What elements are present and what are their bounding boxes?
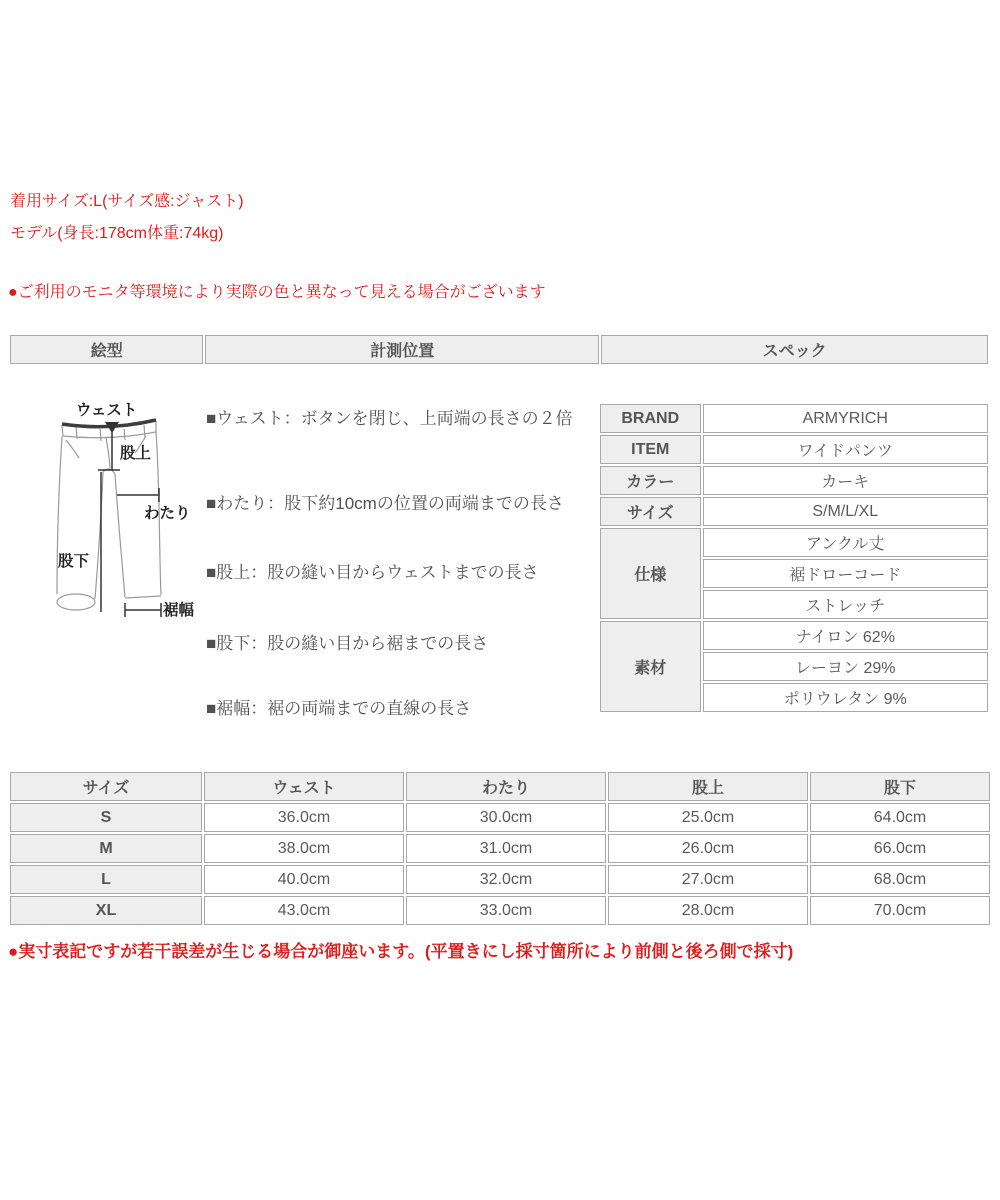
section-header-measure-position: 計測位置 bbox=[205, 335, 599, 364]
size-value-cell: 28.0cm bbox=[608, 896, 808, 925]
diagram-label-rise: 股上 bbox=[120, 445, 152, 462]
spec-row-item bbox=[600, 435, 988, 464]
size-value-cell: 32.0cm bbox=[406, 865, 606, 894]
pants-measurement-diagram bbox=[30, 388, 235, 683]
description-rise: ■股上：股の縫い目からウェストまでの長さ bbox=[206, 563, 539, 582]
diagram-label-waist: ウェスト bbox=[76, 402, 138, 419]
wearing-size-text: 着用サイズ:L(サイズ感:ジャスト) bbox=[10, 193, 244, 210]
size-value-cell: 70.0cm bbox=[810, 896, 990, 925]
description-hem: ■裾幅：裾の両端までの直線の長さ bbox=[206, 699, 472, 718]
spec-value-cell: ポリウレタン 9% bbox=[703, 683, 988, 712]
size-header-cell: 股上 bbox=[608, 772, 808, 801]
size-value-cell: 33.0cm bbox=[406, 896, 606, 925]
size-name-cell: XL bbox=[10, 896, 202, 925]
spec-row-features bbox=[600, 528, 988, 557]
size-table bbox=[8, 770, 992, 927]
spec-table bbox=[598, 402, 990, 714]
spec-value-cell: S/M/L/XL bbox=[703, 497, 988, 526]
spec-label-cell: 仕様 bbox=[600, 528, 701, 619]
size-value-cell: 38.0cm bbox=[204, 834, 404, 863]
spec-label-cell: 素材 bbox=[600, 621, 701, 712]
size-row-s bbox=[10, 803, 990, 832]
model-info-text: モデル(身長:178cm体重:74kg) bbox=[10, 225, 224, 242]
section-header-spec: スペック bbox=[601, 335, 988, 364]
spec-value-cell: レーヨン 29% bbox=[703, 652, 988, 681]
spec-row-color bbox=[600, 466, 988, 495]
size-value-cell: 27.0cm bbox=[608, 865, 808, 894]
size-header-cell: 股下 bbox=[810, 772, 990, 801]
section-header-row bbox=[10, 335, 988, 364]
spec-value-cell: ストレッチ bbox=[703, 590, 988, 619]
spec-value-cell: アンクル丈 bbox=[703, 528, 988, 557]
size-value-cell: 40.0cm bbox=[204, 865, 404, 894]
spec-value-cell: ARMYRICH bbox=[703, 404, 988, 433]
size-value-cell: 30.0cm bbox=[406, 803, 606, 832]
spec-row-brand bbox=[600, 404, 988, 433]
size-header-cell: わたり bbox=[406, 772, 606, 801]
size-value-cell: 26.0cm bbox=[608, 834, 808, 863]
spec-value-cell: ワイドパンツ bbox=[703, 435, 988, 464]
spec-value-cell: 裾ドローコード bbox=[703, 559, 988, 588]
size-value-cell: 36.0cm bbox=[204, 803, 404, 832]
spec-row-size bbox=[600, 497, 988, 526]
size-name-cell: L bbox=[10, 865, 202, 894]
description-watari: ■わたり：股下約10cmの位置の両端までの長さ bbox=[206, 494, 564, 513]
spec-value-cell: ナイロン 62% bbox=[703, 621, 988, 650]
spec-value-cell: カーキ bbox=[703, 466, 988, 495]
size-header-cell: サイズ bbox=[10, 772, 202, 801]
spec-row-material bbox=[600, 621, 988, 650]
size-value-cell: 68.0cm bbox=[810, 865, 990, 894]
size-value-cell: 64.0cm bbox=[810, 803, 990, 832]
size-row-m bbox=[10, 834, 990, 863]
spec-label-cell: サイズ bbox=[600, 497, 701, 526]
size-row-l bbox=[10, 865, 990, 894]
monitor-notice-text: ●ご利用のモニタ等環境により実際の色と異なって見える場合がございます bbox=[8, 284, 546, 301]
section-header-drawing: 絵型 bbox=[10, 335, 203, 364]
spec-label-cell: ITEM bbox=[600, 435, 701, 464]
size-row-xl bbox=[10, 896, 990, 925]
section-header-table bbox=[8, 333, 990, 366]
spec-label-cell: カラー bbox=[600, 466, 701, 495]
description-waist: ■ウェスト：ボタンを閉じ、上両端の長さの２倍 bbox=[206, 409, 573, 428]
size-value-cell: 25.0cm bbox=[608, 803, 808, 832]
description-inseam: ■股下：股の縫い目から裾までの長さ bbox=[206, 634, 489, 653]
size-name-cell: S bbox=[10, 803, 202, 832]
diagram-label-watari: わたり bbox=[144, 505, 191, 522]
size-header-cell: ウェスト bbox=[204, 772, 404, 801]
spec-label-cell: BRAND bbox=[600, 404, 701, 433]
diagram-label-hem: 裾幅 bbox=[163, 602, 195, 619]
size-name-cell: M bbox=[10, 834, 202, 863]
size-value-cell: 66.0cm bbox=[810, 834, 990, 863]
size-value-cell: 43.0cm bbox=[204, 896, 404, 925]
measurement-disclaimer-text: ●実寸表記ですが若干誤差が生じる場合が御座います。(平置きにし採寸箇所により前側と後ろ側で採寸) bbox=[8, 942, 794, 961]
size-value-cell: 31.0cm bbox=[406, 834, 606, 863]
diagram-label-inseam: 股下 bbox=[58, 553, 90, 570]
size-table-header-row bbox=[10, 772, 990, 801]
